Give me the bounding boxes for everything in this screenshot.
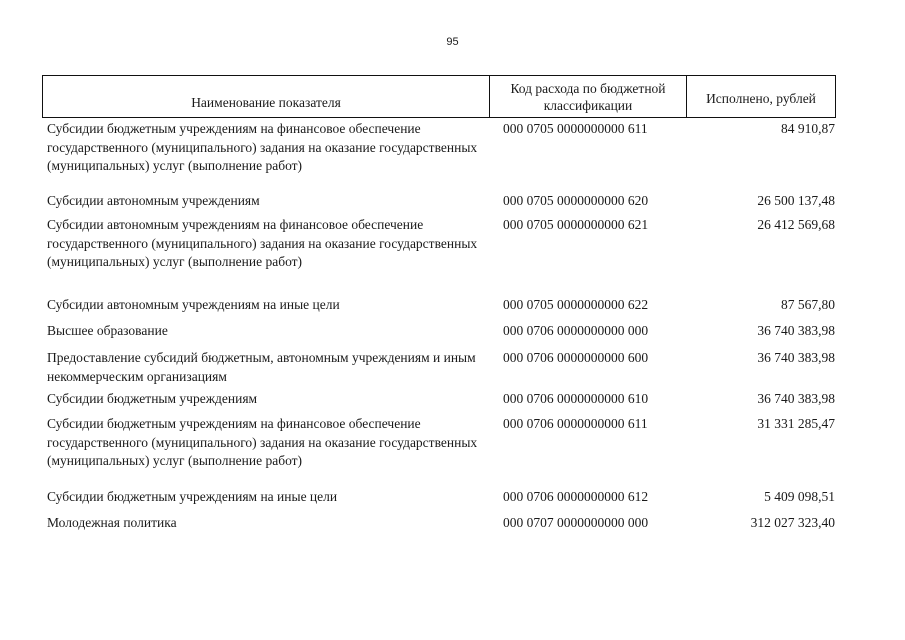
row-amount: 31 331 285,47 (757, 416, 835, 431)
row-name: Высшее образование (47, 323, 168, 338)
row-code: 000 0706 0000000000 610 (503, 391, 649, 406)
row-amount: 87 567,80 (781, 297, 835, 312)
row-name: Субсидии бюджетным учреждениям на финансовое обеспечение государственного (муниципального) задания на оказание государственных (муниципальных) услуг (выполнение работ) (47, 121, 478, 173)
row-name: Предоставление субсидий бюджетным, автономным учреждениям и иным некоммерческим организациям (47, 350, 476, 384)
row-name: Субсидии бюджетным учреждениям на иные цели (47, 489, 338, 504)
row-code: 000 0705 0000000000 622 (503, 297, 649, 312)
row-amount: 26 500 137,48 (757, 193, 835, 208)
table-header (42, 75, 836, 118)
row-name: Субсидии автономным учреждениям на финансовое обеспечение государственного (муниципального) задания на оказание государственных (муниципальных) услуг (выполнение работ) (47, 217, 478, 269)
row-name: Субсидии автономным учреждениям на иные цели (47, 297, 340, 312)
row-code: 000 0705 0000000000 620 (503, 193, 649, 208)
row-code: 000 0706 0000000000 611 (503, 416, 648, 431)
row-code: 000 0706 0000000000 612 (503, 489, 649, 504)
row-name: Субсидии бюджетным учреждениям (47, 391, 258, 406)
row-code: 000 0705 0000000000 621 (503, 217, 649, 232)
header-code: Код расхода по бюджетной классификации (489, 76, 687, 117)
row-code: 000 0707 0000000000 000 (503, 515, 649, 530)
row-amount: 26 412 569,68 (757, 217, 835, 232)
row-amount: 36 740 383,98 (757, 323, 835, 338)
row-amount: 312 027 323,40 (750, 515, 835, 530)
row-code: 000 0706 0000000000 600 (503, 350, 649, 365)
row-name: Субсидии бюджетным учреждениям на финансовое обеспечение государственного (муниципального) задания на оказание государственных (муниципальных) услуг (выполнение работ) (47, 416, 478, 468)
header-name: Наименование показателя (191, 94, 341, 110)
row-name: Субсидии автономным учреждениям (47, 193, 260, 208)
row-code: 000 0705 0000000000 611 (503, 121, 648, 136)
row-amount: 36 740 383,98 (757, 350, 835, 365)
header-executed: Исполнено, рублей (706, 90, 816, 106)
row-name: Молодежная политика (47, 515, 177, 530)
row-amount: 5 409 098,51 (764, 489, 835, 504)
page-number: 95 (446, 36, 459, 48)
row-code: 000 0706 0000000000 000 (503, 323, 649, 338)
row-amount: 36 740 383,98 (757, 391, 835, 406)
row-amount: 84 910,87 (781, 121, 835, 136)
